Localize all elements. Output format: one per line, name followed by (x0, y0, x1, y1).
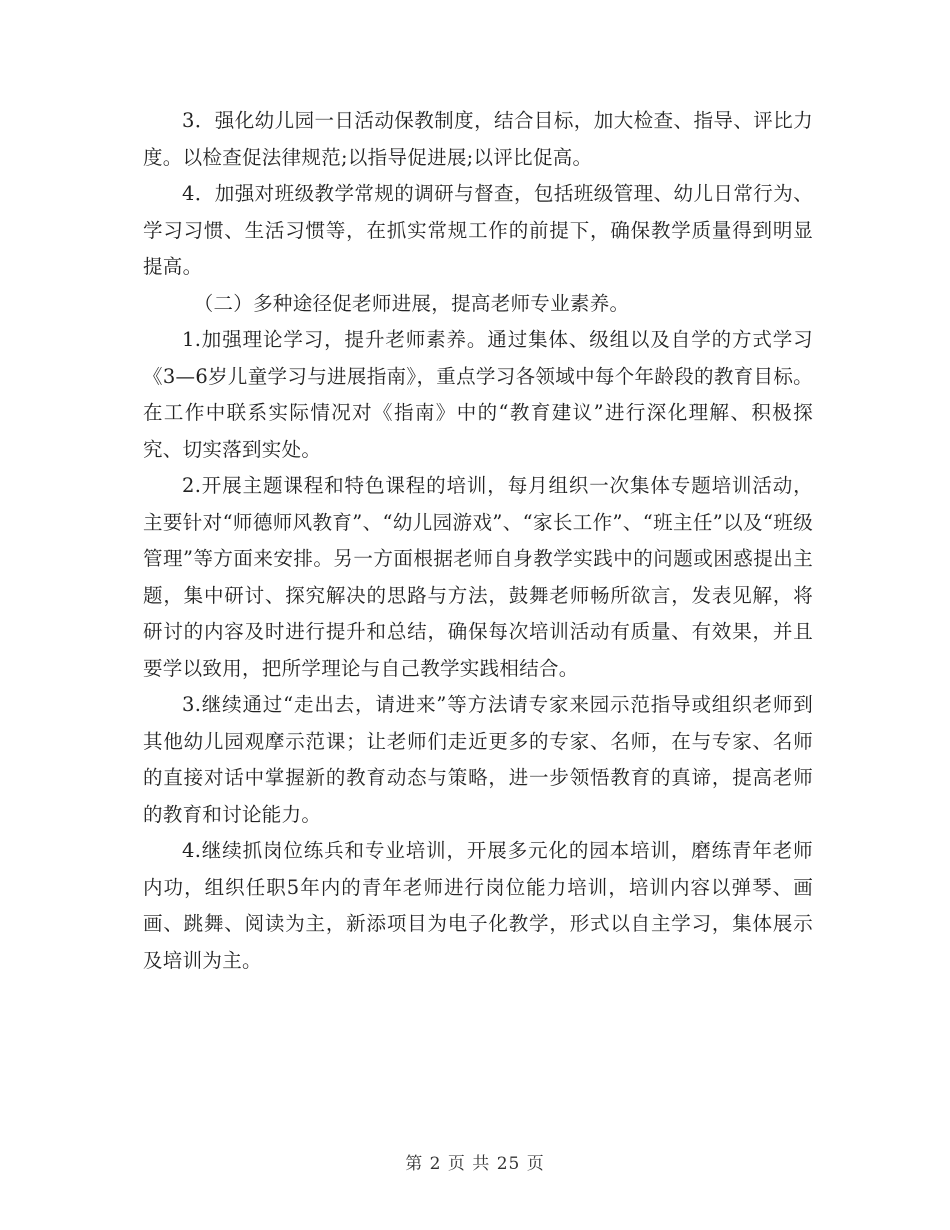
paragraph-item-2-training: 2.开展主题课程和特色课程的培训，每月组织一次集体专题培训活动，主要针对“师德师风教育”、“幼儿园游戏”、“家长工作”、“班主任”以及“班级管理”等方面来安排。另一方面根据老师自身教学实践中的问题或困惑提出主题，集中研讨、探究解决的思路与方法，鼓舞老师畅所欲言，发表见解，将研讨的内容及时进行提升和总结，确保每次培训活动有质量、有效果，并且要学以致用，把所学理论与自己教学实践相结合。 (143, 474, 813, 680)
section-heading-teacher-development: （二）多种途径促老师进展，提高老师专业素养。 (193, 291, 630, 315)
paragraph-item-4-class-routine: 4．加强对班级教学常规的调研与督查，包括班级管理、幼儿日常行为、学习习惯、生活习惯等，在抓实常规工作的前提下，确保教学质量得到明显提高。 (143, 182, 813, 278)
page-number-footer: 第 2 页 共 25 页 (405, 1154, 545, 1174)
document-body (143, 103, 813, 979)
paragraph-item-1-theory-study: 1.加强理论学习，提升老师素养。通过集体、级组以及自学的方式学习《3—6岁儿童学习与进展指南》，重点学习各领域中每个年龄段的教育目标。在工作中联系实际情况对《指南》中的“教育建议”进行深化理解、积极探究、切实落到实处。 (143, 328, 813, 461)
paragraph-item-4-job-training: 4.继续抓岗位练兵和专业培训，开展多元化的园本培训，磨练青年老师内功，组织任职5年内的青年老师进行岗位能力培训，培训内容以弹琴、画画、跳舞、阅读为主，新添项目为电子化教学，形式以自主学习，集体展示及培训为主。 (143, 839, 813, 972)
paragraph-item-3-experts: 3.继续通过“走出去，请进来”等方法请专家来园示范指导或组织老师到其他幼儿园观摩示范课；让老师们走近更多的专家、名师，在与专家、名师的直接对话中掌握新的教育动态与策略，进一步领悟教育的真谛，提高老师的教育和讨论能力。 (143, 693, 813, 826)
paragraph-item-3-inspection: 3．强化幼儿园一日活动保教制度，结合目标，加大检查、指导、评比力度。以检查促法律规范;以指导促进展;以评比促高。 (143, 109, 813, 169)
